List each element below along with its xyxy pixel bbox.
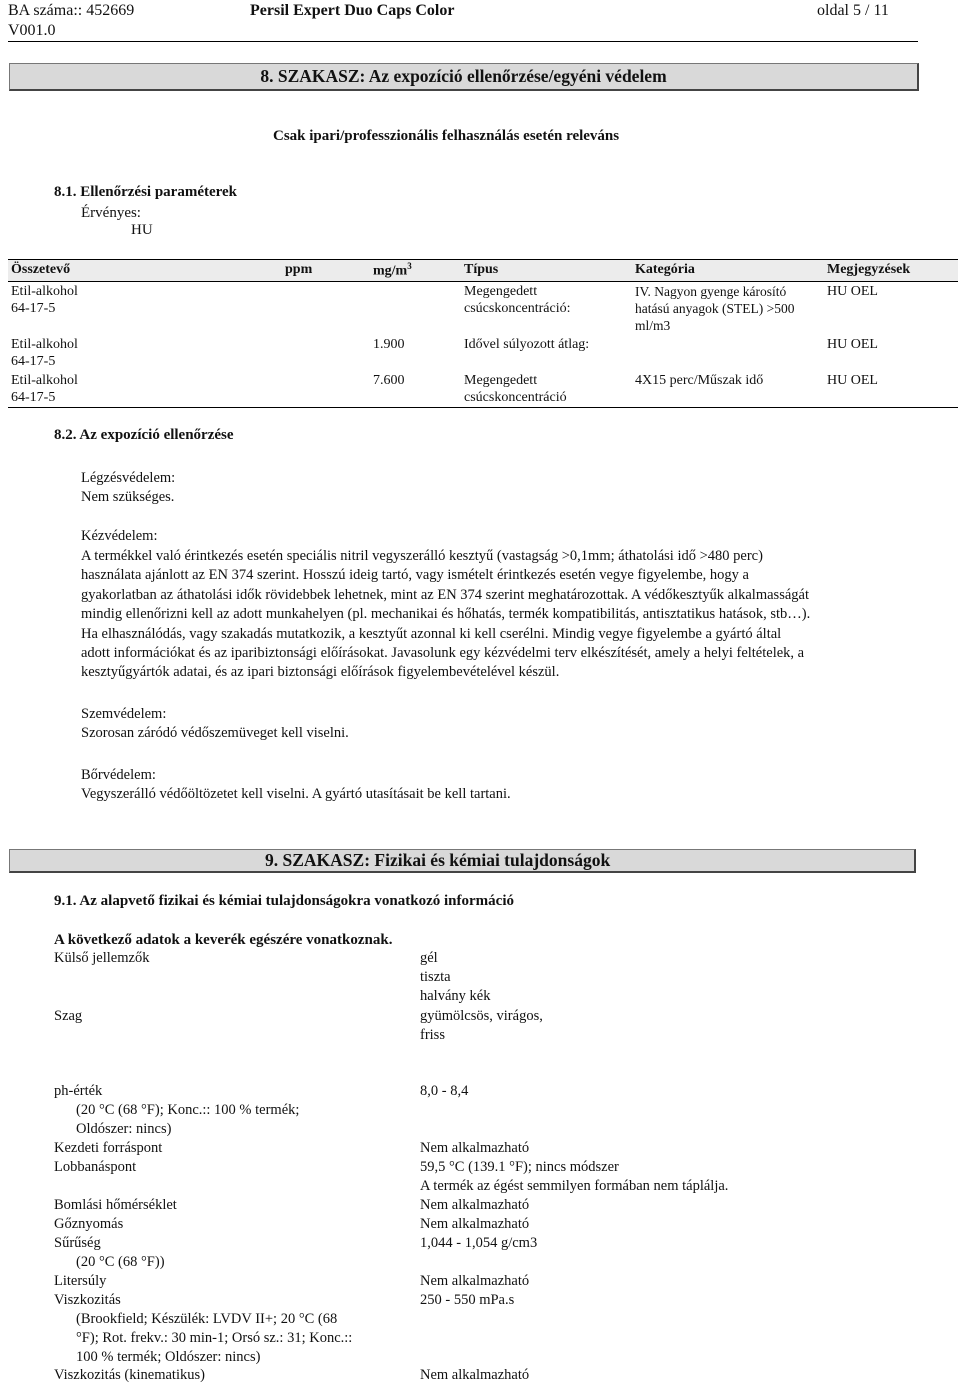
col-header-ppm: ppm: [282, 260, 370, 282]
hand-protection-text: [81, 547, 921, 683]
col-header-notes: Megjegyzések: [824, 260, 958, 282]
flash-point-value: 59,5 °C (139.1 °F); nincs módszer: [420, 1159, 619, 1175]
respiratory-label: Légzésvédelem:: [81, 470, 176, 486]
viscosity-condition: °F); Rot. frekv.: 30 min-1; Orsó sz.: 31; Konc.::: [76, 1330, 353, 1346]
hand-line: mindig ellenőrizni kell az adott munkahelyen (pl. mechanikai és hőhatás, termék kompatibilitás, antisztatikus hatások, stb…).: [81, 606, 811, 623]
section-9-title: 9. SZAKASZ: Fizikai és kémiai tulajdonságok: [265, 850, 611, 870]
type-line: Idővel súlyozott átlag:: [464, 336, 590, 352]
hand-line: A termékkel való érintkezés esetén speciális nitril vegyszerálló kesztyű (vastagság >0,1mm; áthatolási idő >480 perc): [81, 548, 763, 564]
hand-line: használata ajánlott az EN 374 szerint. Hosszú ideig tartó, vagy ismételt érintkezés esetén vegye figyelembe, hogy a: [81, 567, 749, 584]
col-header-category: Kategória: [632, 260, 824, 282]
hand-line: Ha elhasználódás, vagy szakadás mutatkozik, a kesztyűt azonnal ki kell cserélni. Mindig vegye figyelembe a gyártó által: [81, 625, 782, 642]
viscosity-condition: (Brookfield; Készülék: LVDV II+; 20 °C (68: [76, 1311, 338, 1327]
type-cell: [461, 281, 632, 335]
cas-number: 64-17-5: [11, 300, 56, 316]
decomposition-label: Bomlási hőmérséklet: [54, 1197, 177, 1213]
kinematic-viscosity-label: Viszkozitás (kinematikus): [54, 1367, 205, 1383]
type-cell: [461, 335, 632, 371]
vapor-pressure-value: Nem alkalmazható: [420, 1216, 530, 1232]
litre-weight-value: Nem alkalmazható: [420, 1273, 530, 1289]
density-condition: (20 °C (68 °F)): [76, 1254, 165, 1270]
viscosity-condition: 100 % termék; Oldószer: nincs): [76, 1349, 261, 1365]
hand-label: Kézvédelem:: [81, 528, 158, 544]
decomposition-value: Nem alkalmazható: [420, 1197, 530, 1213]
category-cell: 4X15 perc/Műszak idő: [632, 371, 824, 408]
ppm-cell: [282, 281, 370, 335]
appearance-value: halvány kék: [420, 988, 491, 1004]
ppm-cell: [282, 335, 370, 371]
ba-number: BA száma:: 452669: [8, 2, 135, 19]
density-label: Sűrűség: [54, 1235, 101, 1251]
notes-cell: HU OEL: [824, 371, 958, 408]
litre-weight-label: Litersúly: [54, 1273, 107, 1289]
respiratory-text: Nem szükséges.: [81, 489, 175, 505]
appearance-value: tiszta: [420, 969, 451, 985]
category-cell: [632, 281, 824, 335]
ph-value: 8,0 - 8,4: [420, 1083, 469, 1099]
category-line: ml/m3: [635, 317, 671, 333]
mixture-intro: A következő adatok a keverék egészére vonatkoznak.: [54, 932, 393, 948]
section-8-banner: [9, 63, 919, 91]
cas-number: 64-17-5: [11, 353, 56, 369]
section-8-1-title: 8.1. Ellenőrzési paraméterek: [54, 184, 238, 200]
mg-cell: 7.600: [370, 371, 461, 408]
col-header-component: Összetevő: [8, 260, 282, 282]
type-line: Megengedett: [464, 372, 538, 388]
appearance-label: Külső jellemzők: [54, 950, 150, 966]
flash-point-note: A termék az égést semmilyen formában nem táplálja.: [420, 1178, 729, 1194]
skin-label: Bőrvédelem:: [81, 767, 156, 783]
category-line: hatású anyagok (STEL) >500: [635, 300, 795, 316]
ph-condition: Oldószer: nincs): [76, 1121, 172, 1137]
section-9-1-title: 9.1. Az alapvető fizikai és kémiai tulajdonságokra vonatkozó információ: [54, 893, 514, 909]
product-name: Persil Expert Duo Caps Color: [250, 2, 455, 19]
vapor-pressure-label: Gőznyomás: [54, 1216, 124, 1232]
cas-number: 64-17-5: [11, 389, 56, 405]
boiling-point-value: Nem alkalmazható: [420, 1140, 530, 1156]
viscosity-label: Viszkozitás: [54, 1292, 121, 1308]
section-8-subtitle: Csak ipari/professzionális felhasználás esetén releváns: [273, 128, 620, 144]
mg-unit-sup: 3: [407, 261, 412, 271]
appearance-value: gél: [420, 950, 438, 966]
odor-label: Szag: [54, 1008, 83, 1024]
skin-text: Vegyszerálló védőöltözetet kell viselni. A gyártó utasításait be kell tartani.: [81, 786, 511, 802]
hand-line: gyakorlatban az áthatolási idők rövidebbek lehetnek, mint az EN 374 szerint meghatározottak. A védőkesztyűk alkalmasságát: [81, 586, 809, 603]
mg-cell: [370, 281, 461, 335]
table-header-row: [8, 260, 958, 282]
component-name: Etil-alkohol: [11, 372, 78, 388]
kinematic-viscosity-value: Nem alkalmazható: [420, 1367, 530, 1383]
table-row: [8, 335, 958, 371]
hand-line: adott információkat és az iparibiztonsági előírásokat. Javasolunk egy kézvédelmi terv elkészítését, amely a helyi feltételek, a: [81, 645, 805, 662]
flash-point-label: Lobbanáspont: [54, 1159, 137, 1175]
hand-line: kesztyűgyártók adatai, és az ipari biztonsági előírások figyelembevételével készül.: [81, 664, 560, 681]
viscosity-value: 250 - 550 mPa.s: [420, 1292, 515, 1308]
col-header-type: Típus: [461, 260, 632, 282]
mg-unit: mg/m: [373, 263, 408, 279]
odor-value: friss: [420, 1027, 445, 1043]
exposure-limits-table: [8, 259, 958, 408]
type-line: csúcskoncentráció: [464, 389, 567, 405]
boiling-point-label: Kezdeti forráspont: [54, 1140, 163, 1156]
odor-value: gyümölcsös, virágos,: [420, 1008, 543, 1024]
notes-cell: HU OEL: [827, 283, 878, 299]
category-line: IV. Nagyon gyenge károsító: [635, 283, 787, 299]
page-number: oldal 5 / 11: [817, 2, 889, 19]
eye-label: Szemvédelem:: [81, 706, 167, 722]
component-name: Etil-alkohol: [11, 283, 78, 299]
component-cell: [8, 371, 282, 408]
section-8-2-title: 8.2. Az expozíció ellenőrzése: [54, 427, 234, 443]
ppm-cell: [282, 371, 370, 408]
component-cell: [8, 335, 282, 371]
table-row: [8, 371, 958, 408]
component-cell: [8, 281, 282, 335]
mg-cell: 1.900: [373, 336, 405, 352]
type-line: Megengedett: [464, 283, 538, 299]
valid-label: Érvényes:: [81, 205, 141, 221]
version: V001.0: [8, 22, 56, 39]
section-9-banner: [9, 849, 916, 873]
ph-condition: (20 °C (68 °F); Konc.:: 100 % termék;: [76, 1102, 300, 1118]
valid-value: HU: [131, 222, 153, 238]
category-cell: [632, 335, 824, 371]
ph-label: ph-érték: [54, 1083, 103, 1099]
density-value: 1,044 - 1,054 g/cm3: [420, 1235, 538, 1251]
table-row: [8, 281, 958, 335]
col-header-mgm3: [370, 260, 461, 282]
notes-cell: HU OEL: [827, 336, 878, 352]
header-divider: [8, 41, 918, 42]
type-line: csúcskoncentráció:: [464, 300, 571, 316]
eye-text: Szorosan záródó védőszemüveget kell viselni.: [81, 725, 349, 741]
type-cell: [461, 371, 632, 408]
component-name: Etil-alkohol: [11, 336, 78, 352]
section-8-title: 8. SZAKASZ: Az expozíció ellenőrzése/egyéni védelem: [260, 66, 667, 86]
